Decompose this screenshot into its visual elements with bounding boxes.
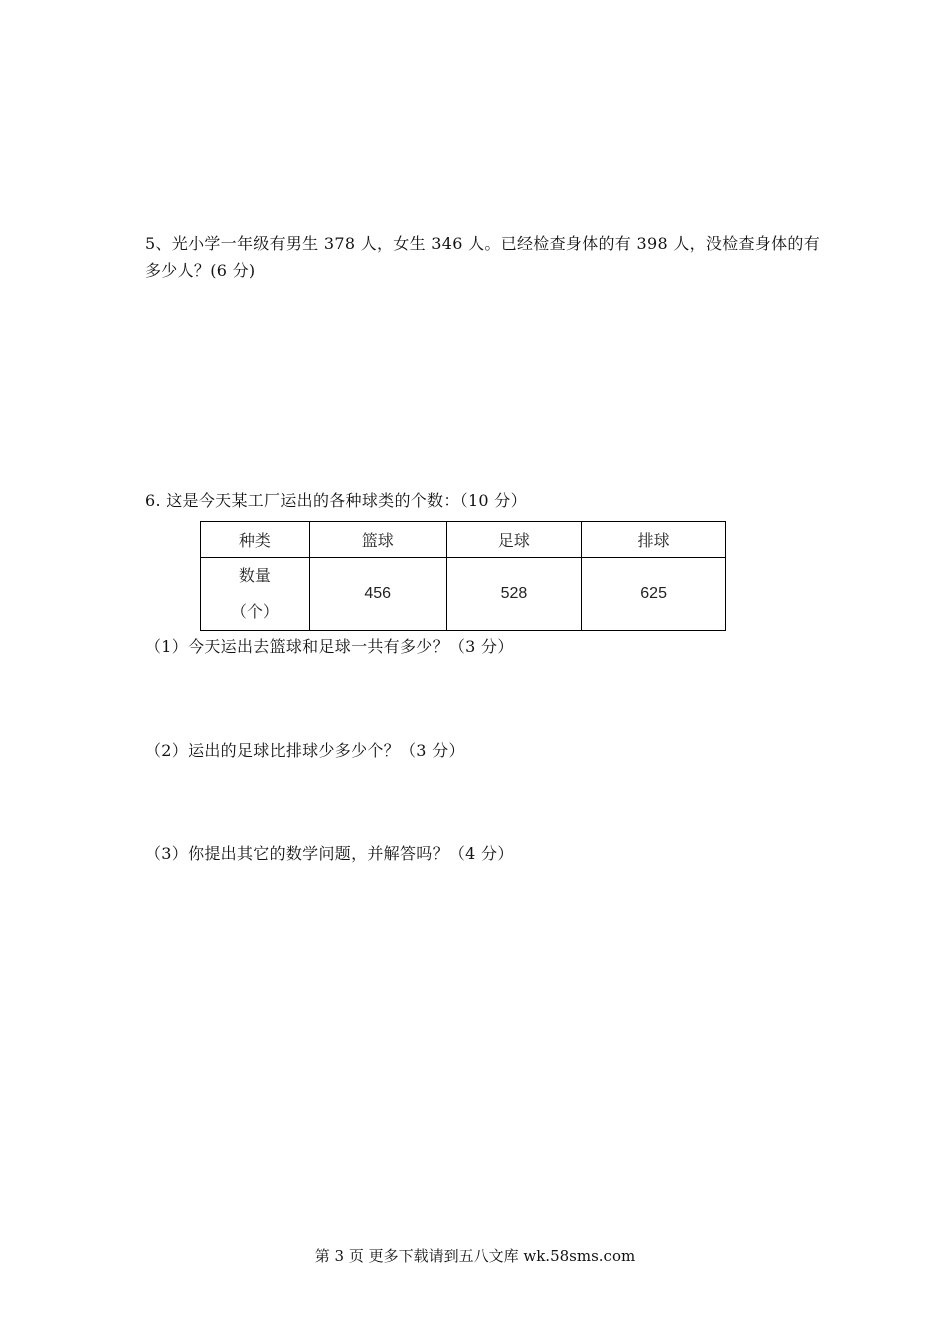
table-cell-value: 456: [309, 558, 446, 631]
table-cell-value: 625: [582, 558, 726, 631]
table-header-cell: 种类: [201, 522, 310, 558]
row-label-cell: [201, 558, 310, 631]
sub-question-3: （3）你提出其它的数学问题，并解答吗？（4 分）: [145, 844, 514, 863]
table-header-cell: 足球: [446, 522, 582, 558]
table-header-row: [201, 522, 726, 558]
page-footer: 第 3 页 更多下载请到五八文库 wk.58sms.com: [314, 1247, 636, 1265]
table-header-cell: 排球: [582, 522, 726, 558]
ball-count-table: [200, 521, 726, 631]
row-label-line-1: 数量: [238, 566, 271, 585]
row-label-line-2: （个）: [230, 602, 279, 621]
table-cell-value: 528: [446, 558, 582, 631]
question-5-text-line-1: 5、光小学一年级有男生 378 人，女生 346 人。已经检查身体的有 398 人，没检查身体的有: [145, 234, 821, 253]
table-header-cell: 篮球: [309, 522, 446, 558]
sub-question-2: （2）运出的足球比排球少多少个？（3 分）: [145, 741, 465, 760]
question-6-title: 6. 这是今天某工厂运出的各种球类的个数：（10 分）: [145, 491, 527, 510]
question-5-text-line-2: 多少人？(6 分): [145, 261, 256, 280]
sub-question-1: （1）今天运出去篮球和足球一共有多少？（3 分）: [145, 637, 514, 656]
table-row: [201, 558, 726, 631]
